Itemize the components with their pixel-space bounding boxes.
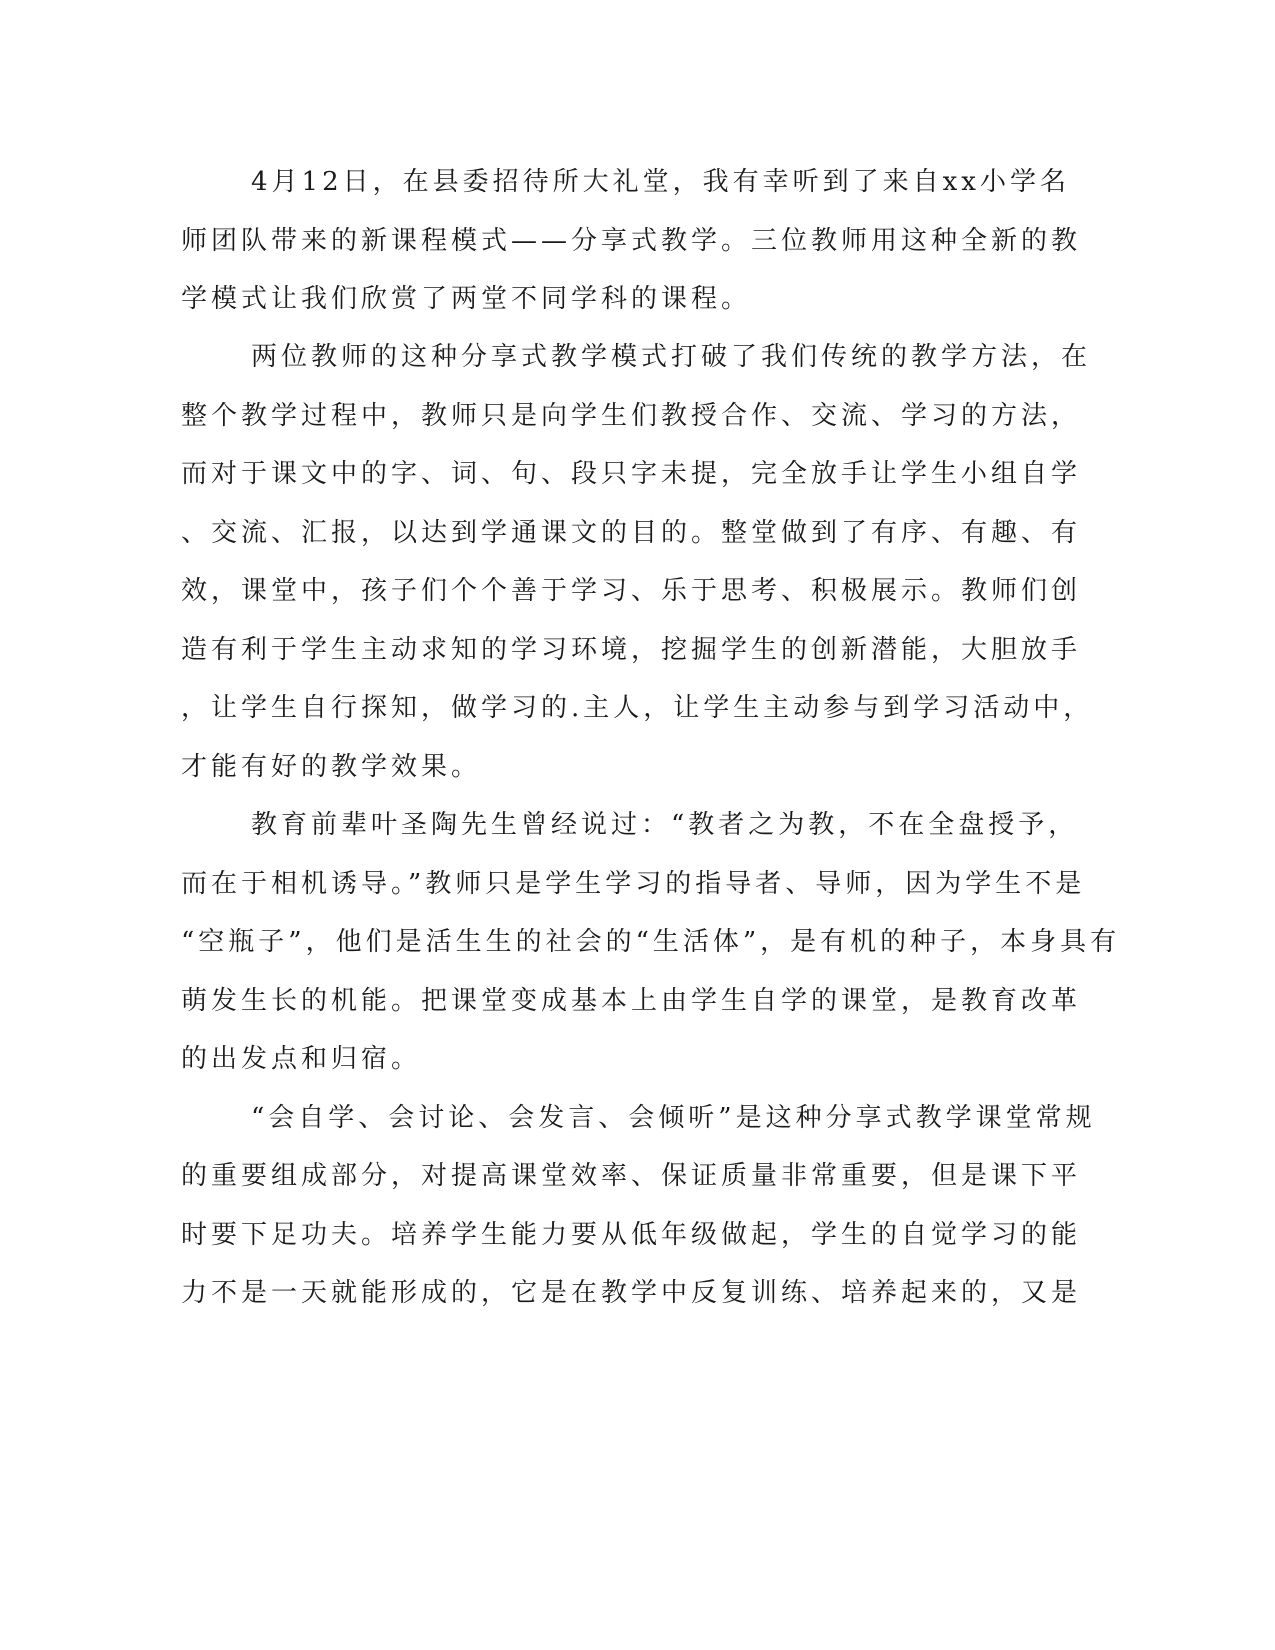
paragraph-4-line-4: 力不是一天就能形成的，它是在教学中反复训练、培养起来的，又是 bbox=[181, 1278, 1082, 1308]
paragraph-2-line-8: 才能有好的教学效果。 bbox=[181, 752, 482, 782]
paragraph-1-line-2: 师团队带来的新课程模式——分享式教学。三位教师用这种全新的教 bbox=[181, 226, 1082, 256]
paragraph-1-line-3: 学模式让我们欣赏了两堂不同学科的课程。 bbox=[181, 284, 752, 314]
paragraph-2-line-1: 两位教师的这种分享式教学模式打破了我们传统的教学方法，在 bbox=[251, 342, 1092, 372]
paragraph-3-line-3: “空瓶子”，他们是活生生的社会的“生活体”，是有机的种子，本身具有 bbox=[181, 927, 1121, 957]
paragraph-2-line-5: 效，课堂中，孩子们个个善于学习、乐于思考、积极展示。教师们创 bbox=[181, 576, 1082, 606]
paragraph-4-line-1: “会自学、会讨论、会发言、会倾听”是这种分享式教学课堂常规 bbox=[251, 1103, 1096, 1133]
paragraph-4-line-2: 的重要组成部分，对提高课堂效率、保证质量非常重要，但是课下平 bbox=[181, 1161, 1082, 1191]
paragraph-2-line-6: 造有利于学生主动求知的学习环境，挖掘学生的创新潜能，大胆放手 bbox=[181, 635, 1082, 665]
paragraph-3-line-2: 而在于相机诱导。”教师只是学生学习的指导者、导师，因为学生不是 bbox=[181, 869, 1086, 899]
paragraph-4-line-3: 时要下足功夫。培养学生能力要从低年级做起，学生的自觉学习的能 bbox=[181, 1220, 1082, 1250]
paragraph-1-line-1: 4月12日，在县委招待所大礼堂，我有幸听到了来自xx小学名 bbox=[251, 167, 1070, 197]
paragraph-2-line-2: 整个教学过程中，教师只是向学生们教授合作、交流、学习的方法， bbox=[181, 401, 1082, 431]
paragraph-2-line-3: 而对于课文中的字、词、句、段只字未提，完全放手让学生小组自学 bbox=[181, 459, 1082, 489]
paragraph-3-line-1: 教育前辈叶圣陶先生曾经说过：“教者之为教，不在全盘授予， bbox=[251, 810, 1079, 840]
paragraph-2-line-7: ，让学生自行探知，做学习的.主人，让学生主动参与到学习活动中， bbox=[181, 693, 1094, 723]
paragraph-2-line-4: 、交流、汇报，以达到学通课文的目的。整堂做到了有序、有趣、有 bbox=[181, 518, 1082, 548]
paragraph-3-line-4: 萌发生长的机能。把课堂变成基本上由学生自学的课堂，是教育改革 bbox=[181, 986, 1082, 1016]
paragraph-3-line-5: 的出发点和归宿。 bbox=[181, 1044, 422, 1074]
